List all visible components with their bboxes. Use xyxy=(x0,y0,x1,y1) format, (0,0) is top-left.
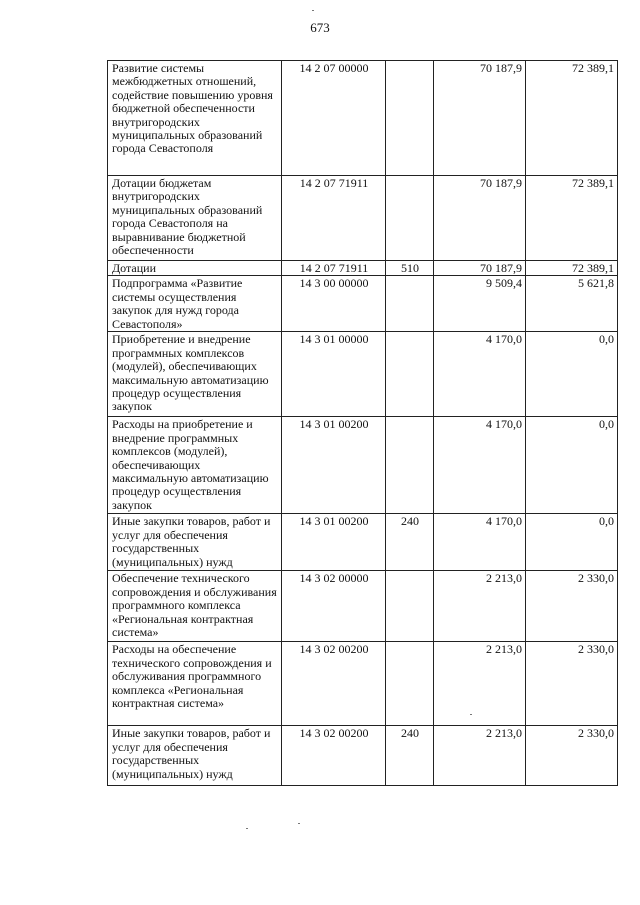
row-value-2: 2 330,0 xyxy=(526,571,618,642)
row-value-2: 2 330,0 xyxy=(526,726,618,786)
row-value-1: 2 213,0 xyxy=(434,726,526,786)
scan-speck xyxy=(246,828,248,829)
table-row xyxy=(108,571,618,642)
row-value-2: 0,0 xyxy=(526,417,618,514)
row-name: Обеспечение технического сопровождения и обслуживания программного комплекса «Региональная контрактная система» xyxy=(108,571,282,642)
row-value-1: 4 170,0 xyxy=(434,514,526,571)
row-name: Подпрограмма «Развитие системы осуществления закупок для нужд города Севастополя» xyxy=(108,276,282,332)
row-expense-type xyxy=(386,61,434,176)
row-name: Иные закупки товаров, работ и услуг для обеспечения государственных (муниципальных) нужд xyxy=(108,514,282,571)
row-value-1: 70 187,9 xyxy=(434,61,526,176)
row-value-2: 72 389,1 xyxy=(526,61,618,176)
row-code: 14 3 02 00200 xyxy=(282,726,386,786)
row-expense-type xyxy=(386,332,434,417)
row-name: Развитие системы межбюджетных отношений, содействие повышению уровня бюджетной обеспеченности внутригородских муниципальных образований города Севастополя xyxy=(108,61,282,176)
row-expense-type: 240 xyxy=(386,726,434,786)
scan-speck xyxy=(298,823,300,824)
row-code: 14 2 07 71911 xyxy=(282,261,386,276)
row-expense-type xyxy=(386,571,434,642)
row-value-2: 5 621,8 xyxy=(526,276,618,332)
row-code: 14 3 02 00200 xyxy=(282,642,386,726)
row-value-2: 0,0 xyxy=(526,332,618,417)
table-row xyxy=(108,642,618,726)
table-row xyxy=(108,514,618,571)
scan-speck xyxy=(312,10,314,11)
table-row xyxy=(108,61,618,176)
page-number: 673 xyxy=(310,20,330,35)
row-name: Расходы на обеспечение технического сопровождения и обслуживания программного комплекса «Региональная контрактная система» xyxy=(108,642,282,726)
row-name: Дотации xyxy=(108,261,282,276)
row-value-1: 70 187,9 xyxy=(434,176,526,261)
row-code: 14 3 01 00200 xyxy=(282,514,386,571)
row-name: Приобретение и внедрение программных комплексов (модулей), обеспечивающих максимальную автоматизацию процедур осуществления закупок xyxy=(108,332,282,417)
row-value-2: 72 389,1 xyxy=(526,176,618,261)
row-expense-type xyxy=(386,276,434,332)
row-value-1: 70 187,9 xyxy=(434,261,526,276)
table-row xyxy=(108,332,618,417)
budget-table xyxy=(107,60,618,786)
table-row xyxy=(108,417,618,514)
row-code: 14 3 02 00000 xyxy=(282,571,386,642)
table-row xyxy=(108,176,618,261)
table-row xyxy=(108,726,618,786)
row-value-2: 72 389,1 xyxy=(526,261,618,276)
row-code: 14 3 01 00000 xyxy=(282,332,386,417)
row-value-1: 4 170,0 xyxy=(434,417,526,514)
scan-speck xyxy=(470,714,472,715)
row-name: Расходы на приобретение и внедрение программных комплексов (модулей), обеспечивающих максимальную автоматизацию процедур осуществления закупок xyxy=(108,417,282,514)
row-code: 14 2 07 71911 xyxy=(282,176,386,261)
row-name: Иные закупки товаров, работ и услуг для обеспечения государственных (муниципальных) нужд xyxy=(108,726,282,786)
row-expense-type xyxy=(386,417,434,514)
row-value-1: 2 213,0 xyxy=(434,642,526,726)
row-expense-type: 240 xyxy=(386,514,434,571)
row-expense-type xyxy=(386,176,434,261)
row-value-1: 2 213,0 xyxy=(434,571,526,642)
row-value-2: 2 330,0 xyxy=(526,642,618,726)
row-value-1: 4 170,0 xyxy=(434,332,526,417)
row-code: 14 3 00 00000 xyxy=(282,276,386,332)
table-row xyxy=(108,261,618,276)
row-expense-type xyxy=(386,642,434,726)
row-code: 14 3 01 00200 xyxy=(282,417,386,514)
table-row xyxy=(108,276,618,332)
row-value-2: 0,0 xyxy=(526,514,618,571)
row-value-1: 9 509,4 xyxy=(434,276,526,332)
row-expense-type: 510 xyxy=(386,261,434,276)
row-code: 14 2 07 00000 xyxy=(282,61,386,176)
row-name: Дотации бюджетам внутригородских муниципальных образований города Севастополя на выравнивание бюджетной обеспеченности xyxy=(108,176,282,261)
